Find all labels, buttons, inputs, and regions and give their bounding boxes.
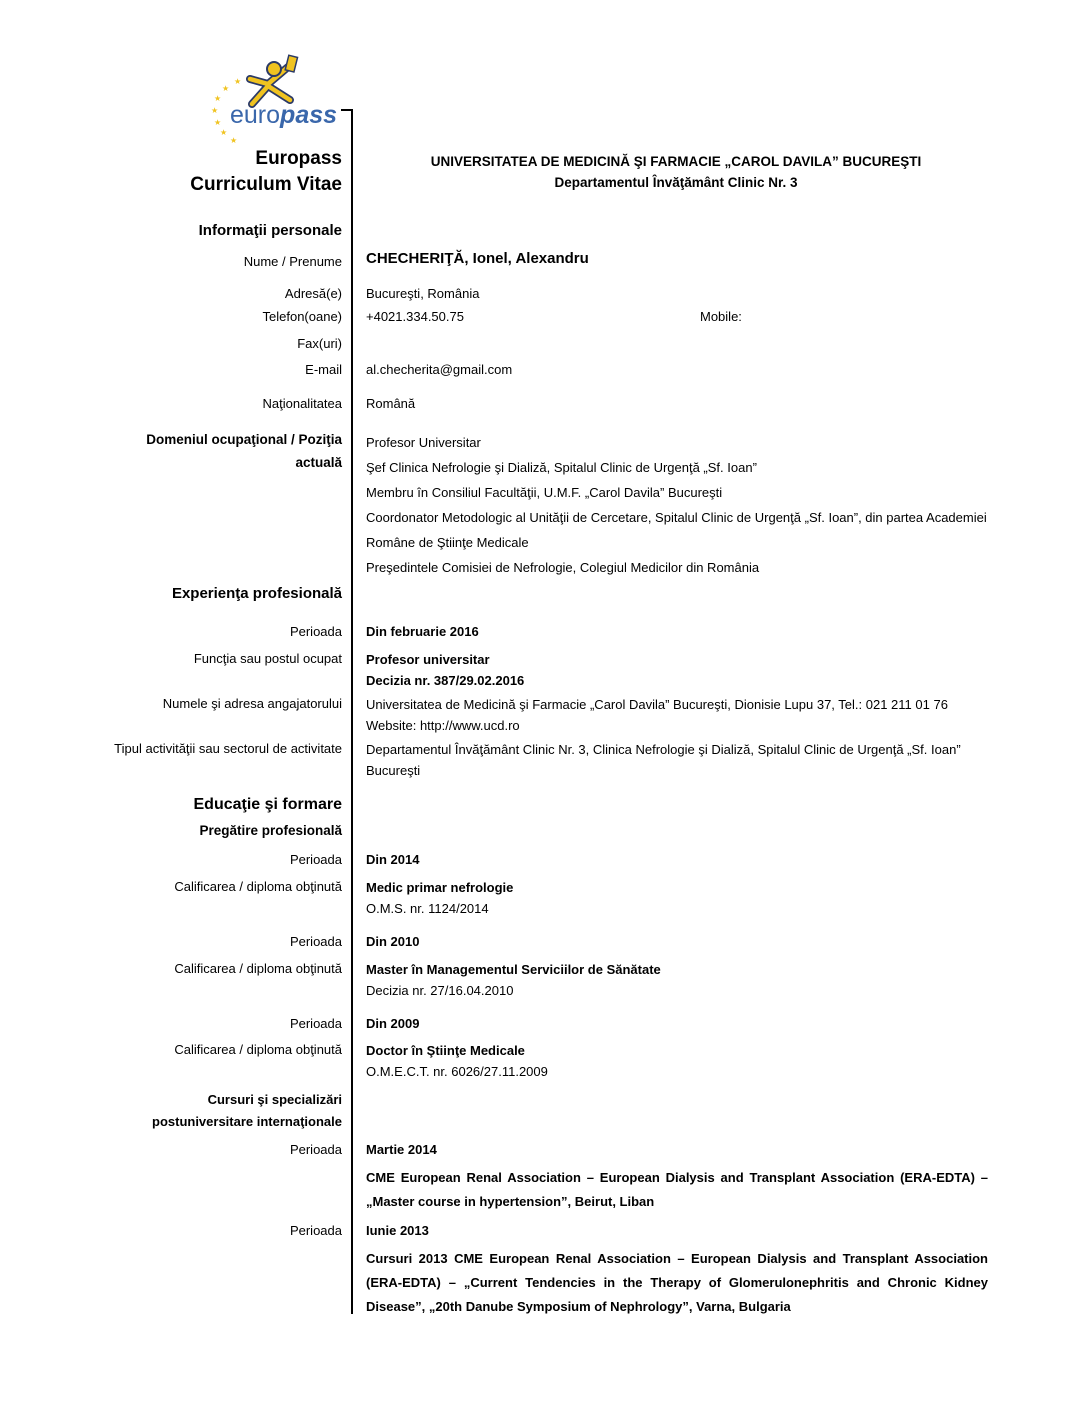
cv-title-line1: Europass — [255, 148, 342, 169]
svg-text:★: ★ — [220, 128, 228, 137]
activity-value: Departamentul Învăţământ Clinic Nr. 3, Clinica Nefrologie şi Dializă, Spitalul Clinic de Urgenţă „Sf. Ioan” Bucureşti — [366, 742, 961, 778]
course-description: CME European Renal Association – European Dialysis and Transplant Association (ERA-EDTA) – „Master course in hypertension”, Beirut, Liban — [366, 1170, 988, 1209]
divider-vertical — [351, 109, 353, 1314]
position-line: Profesor universitar — [366, 652, 490, 667]
occupation-line: Şef Clinica Nefrologie şi Dializă, Spitalul Clinic de Urgenţă „Sf. Ioan” — [366, 460, 757, 475]
qualification-label: Calificarea / diploma obţinută — [174, 961, 342, 976]
occupation-label-line2: actuală — [295, 455, 342, 470]
education-period-value: Din 2010 — [366, 934, 420, 949]
fax-label: Fax(uri) — [297, 336, 342, 351]
europass-logo-text: europass — [230, 101, 338, 129]
course-period-value: Martie 2014 — [366, 1142, 437, 1157]
course-period-label: Perioada — [289, 1142, 342, 1157]
nationality-label: Naţionalitatea — [262, 396, 342, 411]
education-period-label: Perioada — [289, 934, 342, 949]
occupation-lines — [366, 430, 988, 580]
occupation-label-line1: Domeniul ocupaţional / Poziţia — [146, 432, 342, 447]
section-heading-personal: Informaţii personale — [198, 222, 342, 239]
employer-line: Universitatea de Medicină şi Farmacie „Carol Davila” Bucureşti, Dionisie Lupu 37, Tel.: 021 211 01 76 — [366, 697, 948, 712]
experience-period-value: Din februarie 2016 — [366, 624, 479, 639]
mobile-label: Mobile: — [700, 309, 742, 324]
section-heading-education: Educaţie şi formare — [193, 796, 342, 813]
cv-title — [0, 146, 342, 198]
qualification-value — [366, 959, 988, 1001]
address-label: Adresă(e) — [284, 286, 342, 301]
qualification-value — [366, 877, 988, 919]
svg-text:★: ★ — [234, 77, 242, 86]
email-value: al.checherita@gmail.com — [366, 362, 513, 377]
qualification-detail: O.M.S. nr. 1124/2014 — [366, 901, 489, 916]
svg-text:★: ★ — [214, 118, 222, 127]
nationality-value: Română — [366, 396, 416, 411]
name-label: Nume / Prenume — [243, 254, 342, 269]
qualification-title: Medic primar nefrologie — [366, 880, 514, 895]
employer-line: Website: http://www.ucd.ro — [366, 718, 520, 733]
qualification-label: Calificarea / diploma obţinută — [174, 879, 342, 894]
occupation-line: Membru în Consiliul Facultăţii, U.M.F. „Carol Davila” Bucureşti — [366, 485, 723, 500]
courses-heading — [0, 1089, 342, 1133]
education-subheading: Pregătire profesională — [199, 823, 342, 838]
position-value — [366, 649, 988, 691]
phone-label: Telefon(oane) — [262, 309, 342, 324]
qualification-title: Doctor în Ştiinţe Medicale — [366, 1043, 525, 1058]
svg-text:★: ★ — [230, 136, 238, 145]
course-period-label: Perioada — [289, 1223, 342, 1238]
section-heading-experience: Experienţa profesională — [171, 585, 342, 602]
qualification-detail: O.M.E.C.T. nr. 6026/27.11.2009 — [366, 1064, 548, 1079]
activity-label: Tipul activităţii sau sectorul de activitate — [114, 741, 342, 756]
email-label: E-mail — [305, 362, 342, 377]
qualification-detail: Decizia nr. 27/16.04.2010 — [366, 983, 514, 998]
education-period-value: Din 2009 — [366, 1016, 420, 1031]
phone-value: +4021.334.50.75 — [366, 309, 464, 324]
svg-text:★: ★ — [222, 84, 230, 93]
course-description: Cursuri 2013 CME European Renal Association – European Dialysis and Transplant Association (ERA-EDTA) – „Current Tendencies in the Therapy of Glomerulonephritis and Chronic Kidney Disease”, „20th Danube Symposium of Nephrology”, Varna, Bulgaria — [366, 1251, 988, 1314]
europass-logo — [208, 54, 354, 146]
qualification-label: Calificarea / diploma obţinută — [174, 1042, 342, 1057]
position-label: Funcţia sau postul ocupat — [193, 651, 342, 666]
employer-label: Numele şi adresa angajatorului — [162, 696, 342, 711]
name-value: CHECHERIŢĂ, Ionel, Alexandru — [366, 250, 589, 267]
employer-value — [366, 694, 988, 736]
occupation-line: Profesor Universitar — [366, 435, 481, 450]
address-value: Bucureşti, România — [366, 286, 480, 301]
svg-text:★: ★ — [211, 106, 219, 115]
education-period-label: Perioada — [289, 1016, 342, 1031]
occupation-line: Coordonator Metodologic al Unităţii de Cercetare, Spitalul Clinic de Urgenţă „Sf. Ioan”, din partea Academiei Române de Ştiinţe Medicale — [366, 510, 987, 550]
department-name: Departamentul Învăţământ Clinic Nr. 3 — [554, 175, 798, 190]
qualification-title: Master în Managementul Serviciilor de Sănătate — [366, 962, 661, 977]
education-period-value: Din 2014 — [366, 852, 420, 867]
course-period-value: Iunie 2013 — [366, 1223, 429, 1238]
university-header — [366, 151, 986, 193]
position-line: Decizia nr. 387/29.02.2016 — [366, 673, 525, 688]
europass-figure-icon — [250, 55, 298, 104]
svg-text:★: ★ — [214, 94, 222, 103]
cv-title-line2: Curriculum Vitae — [190, 174, 342, 195]
courses-heading-line1: Cursuri şi specializări — [207, 1092, 342, 1107]
university-name: UNIVERSITATEA DE MEDICINĂ ŞI FARMACIE „CAROL DAVILA” BUCUREŞTI — [430, 154, 922, 169]
occupation-label — [0, 428, 342, 474]
education-period-label: Perioada — [289, 852, 342, 867]
occupation-line: Preşedintele Comisiei de Nefrologie, Colegiul Medicilor din România — [366, 560, 760, 575]
qualification-value — [366, 1040, 988, 1082]
experience-period-label: Perioada — [289, 624, 342, 639]
courses-heading-line2: postuniversitare internaţionale — [152, 1114, 342, 1129]
